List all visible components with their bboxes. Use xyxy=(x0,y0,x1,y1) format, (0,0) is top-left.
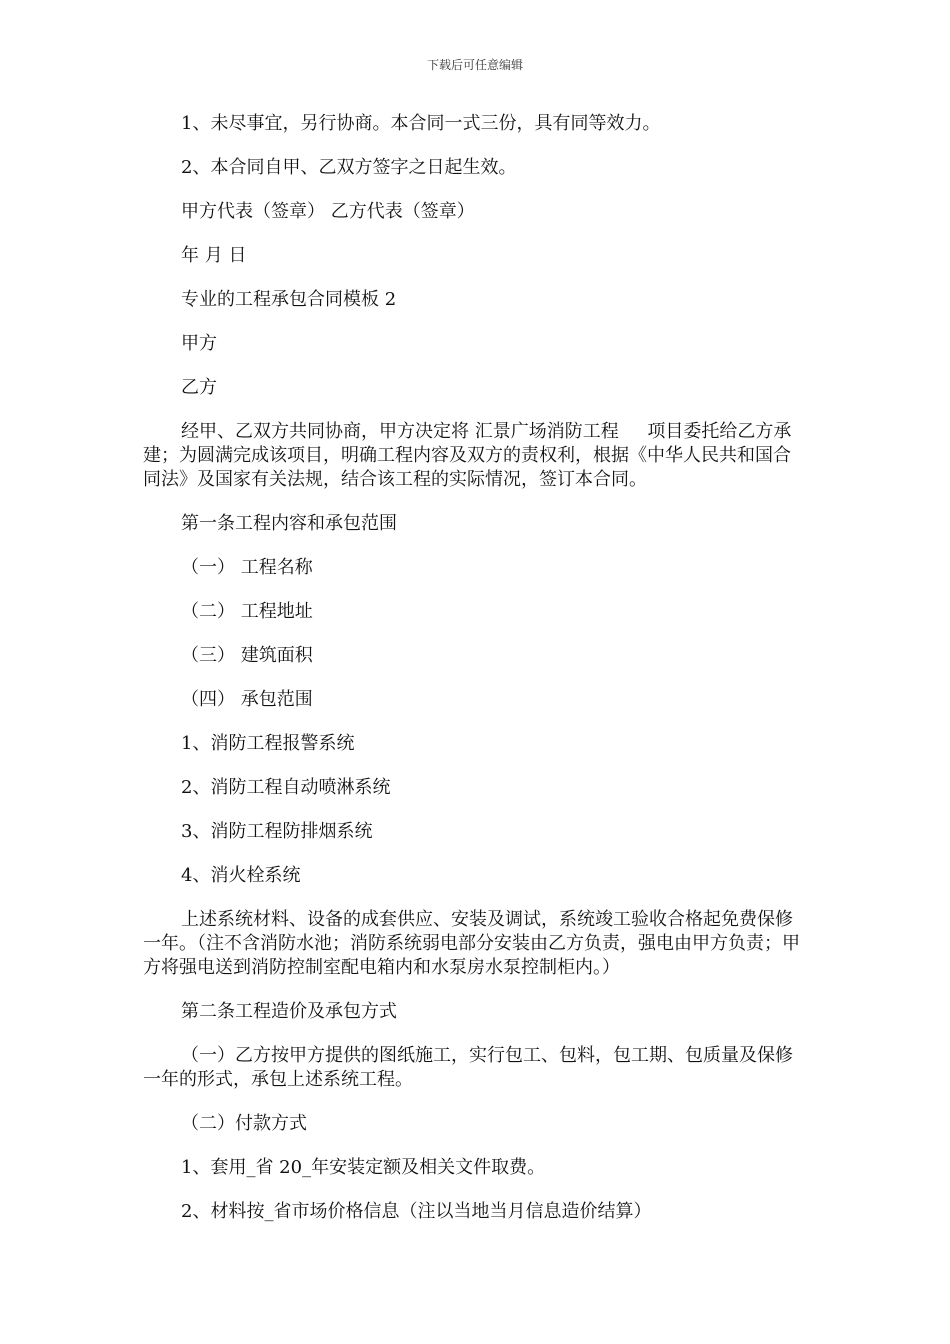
article-heading: 第一条工程内容和承包范围 xyxy=(181,513,397,534)
list-item: （一） 工程名称 xyxy=(181,557,313,578)
page-header-note: 下载后可任意编辑 xyxy=(426,58,523,72)
list-item: （二） 工程地址 xyxy=(181,601,313,622)
paragraph: （一）乙方按甲方提供的图纸施工，实行包工、包料，包工期、包质量及保修一年的形式，承包上述系统工程。 xyxy=(143,1045,793,1090)
section-title: 专业的工程承包合同模板 2 xyxy=(181,289,397,310)
list-item: 1、消防工程报警系统 xyxy=(181,733,355,754)
paragraph: 2、本合同自甲、乙双方签字之日起生效。 xyxy=(181,157,517,178)
date-line: 年 月 日 xyxy=(181,245,247,266)
list-item: （二）付款方式 xyxy=(181,1113,307,1134)
list-item: 3、消防工程防排烟系统 xyxy=(181,821,373,842)
party-b-label: 乙方 xyxy=(181,377,217,398)
article-heading: 第二条工程造价及承包方式 xyxy=(181,1001,397,1022)
signature-line: 甲方代表（签章） 乙方代表（签章） xyxy=(181,201,475,222)
party-a-label: 甲方 xyxy=(181,333,217,354)
list-item: 1、套用_省 20_年安装定额及相关文件取费。 xyxy=(181,1157,546,1178)
list-item: 2、消防工程自动喷淋系统 xyxy=(181,777,391,798)
document-body xyxy=(143,112,807,1244)
list-item: 4、消火栓系统 xyxy=(181,865,301,886)
list-item: （三） 建筑面积 xyxy=(181,645,313,666)
list-item: （四） 承包范围 xyxy=(181,689,313,710)
paragraph: 1、未尽事宜，另行协商。本合同一式三份，具有同等效力。 xyxy=(181,113,661,134)
list-item: 2、材料按_省市场价格信息（注以当地当月信息造价结算） xyxy=(181,1201,652,1222)
paragraph: 上述系统材料、设备的成套供应、安装及调试，系统竣工验收合格起免费保修一年。（注不含消防水池；消防系统弱电部分安装由乙方负责，强电由甲方负责；甲方将强电送到消防控制室配电箱内和水泵房水泵控制柜内。） xyxy=(143,909,800,978)
paragraph: 经甲、乙双方共同协商，甲方决定将 汇景广场消防工程 项目委托给乙方承建；为圆满完成该项目，明确工程内容及双方的责权利，根据《中华人民共和国合同法》及国家有关法规，结合该工程的实际情况，签订本合同。 xyxy=(143,421,792,490)
